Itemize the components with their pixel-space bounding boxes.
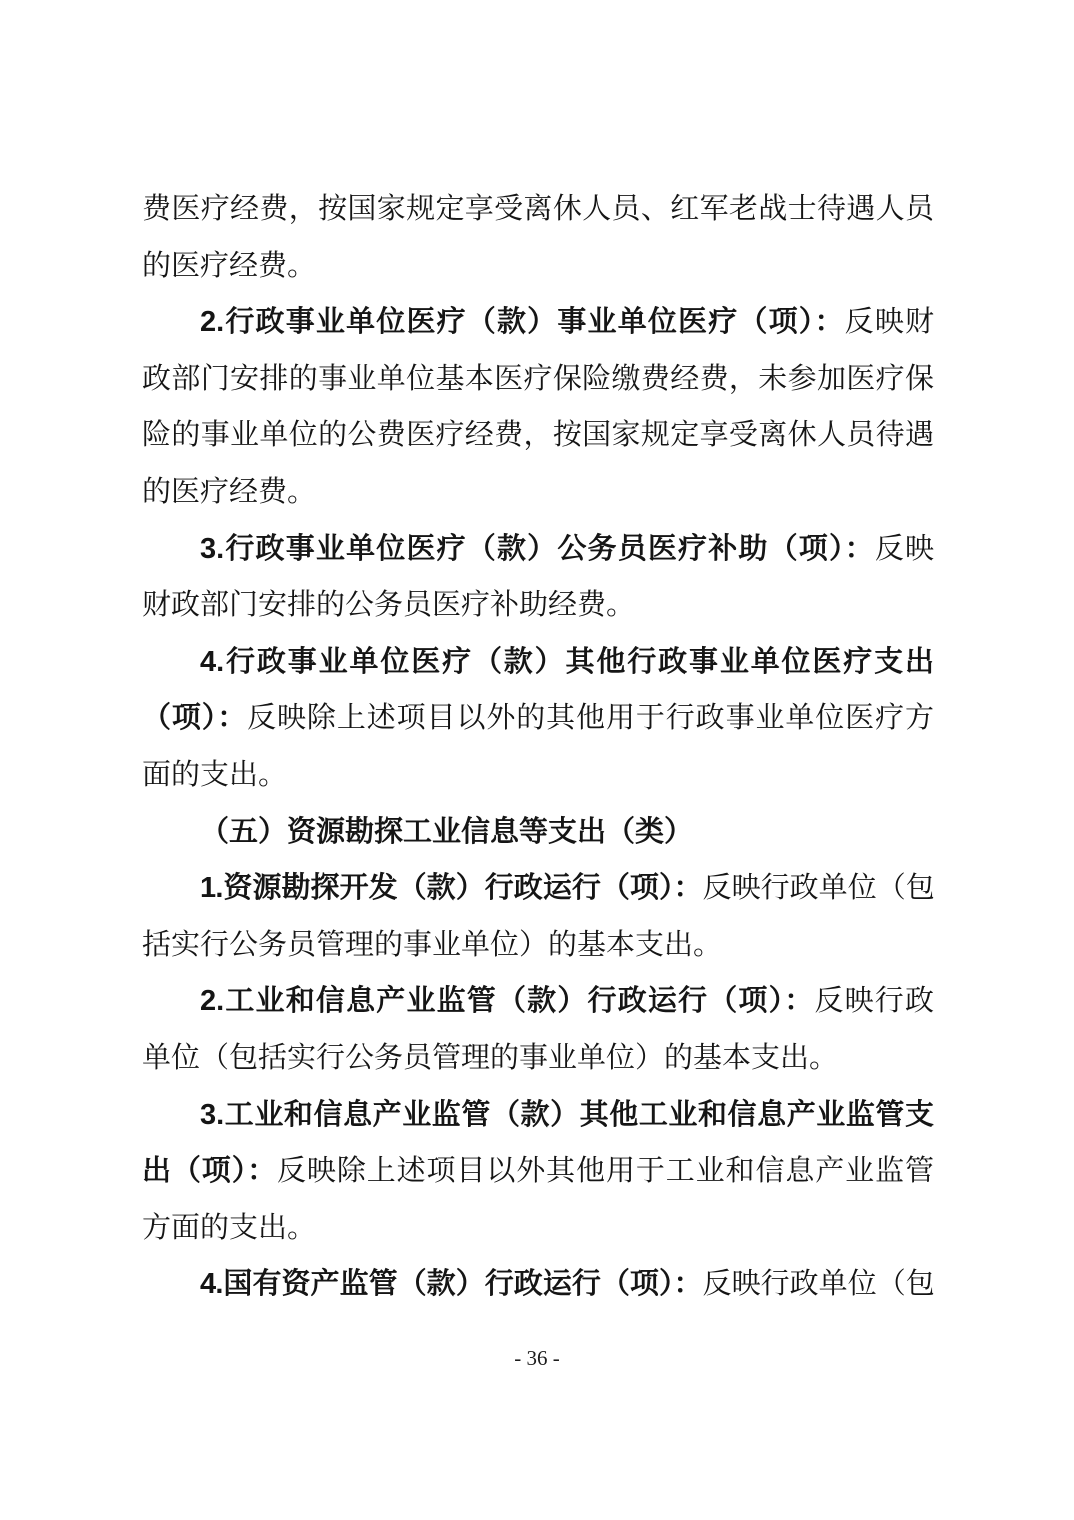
text-line	[142, 238, 934, 295]
body-run: 反映除上述项目以外的其他用于行政事业单位医疗方	[247, 702, 934, 735]
text-line	[142, 1087, 934, 1144]
body-run: 反映行政单位（包	[702, 1268, 934, 1301]
heading-run: 4.行政事业单位医疗（款）其他行政事业单位医疗支出	[200, 645, 934, 678]
page-number: - 36 -	[514, 1346, 560, 1370]
body-run: 反映行政	[814, 985, 934, 1018]
text-line	[142, 181, 934, 238]
text-line	[142, 1256, 934, 1313]
body-run: 反映财	[844, 306, 934, 339]
body-run: 反映除上述项目以外其他用于工业和信息产业监管	[277, 1155, 934, 1188]
text-line	[142, 351, 934, 408]
text-line	[142, 1200, 934, 1257]
heading-run: 3.行政事业单位医疗（款）公务员医疗补助（项）：	[200, 532, 875, 565]
body-run: 的医疗经费。	[142, 249, 317, 282]
body-run: 的医疗经费。	[142, 475, 317, 508]
heading-run: 2.行政事业单位医疗（款）事业单位医疗（项）：	[200, 306, 845, 339]
body-run: 反映行政单位（包	[702, 872, 934, 905]
text-line	[142, 860, 934, 917]
text-block	[142, 181, 934, 1313]
text-line	[142, 464, 934, 521]
body-run: 括实行公务员管理的事业单位）的基本支出。	[142, 928, 723, 961]
text-line	[142, 634, 934, 691]
heading-run: （项）：	[142, 702, 248, 735]
heading-run: 1.资源勘探开发（款）行政运行（项）：	[200, 872, 703, 905]
body-run: 反映	[874, 532, 934, 565]
heading-run: 2.工业和信息产业监管（款）行政运行（项）：	[200, 985, 815, 1018]
text-line	[142, 407, 934, 464]
text-line	[142, 690, 934, 747]
body-run: 面的支出。	[142, 758, 288, 791]
body-run: 单位（包括实行公务员管理的事业单位）的基本支出。	[142, 1041, 839, 1074]
text-line	[142, 973, 934, 1030]
body-run: 方面的支出。	[142, 1211, 317, 1244]
body-run: 费医疗经费，按国家规定享受离休人员、红军老战士待遇人员	[142, 193, 934, 225]
body-run: 政部门安排的事业单位基本医疗保险缴费经费，未参加医疗保	[142, 362, 934, 395]
text-line	[142, 1143, 934, 1200]
body-run: 险的事业单位的公费医疗经费，按国家规定享受离休人员待遇	[142, 419, 934, 452]
text-line	[142, 747, 934, 804]
text-line	[142, 521, 934, 578]
text-line	[142, 917, 934, 974]
heading-run: （五）资源勘探工业信息等支出（类）	[200, 815, 694, 848]
text-line	[142, 294, 934, 351]
heading-run: 4.国有资产监管（款）行政运行（项）：	[200, 1268, 703, 1301]
text-line	[142, 1030, 934, 1087]
text-line	[142, 804, 934, 861]
heading-run: 出（项）：	[142, 1155, 278, 1188]
text-line	[142, 577, 934, 634]
body-run: 财政部门安排的公务员医疗补助经费。	[142, 589, 636, 622]
heading-run: 3.工业和信息产业监管（款）其他工业和信息产业监管支	[200, 1098, 934, 1131]
